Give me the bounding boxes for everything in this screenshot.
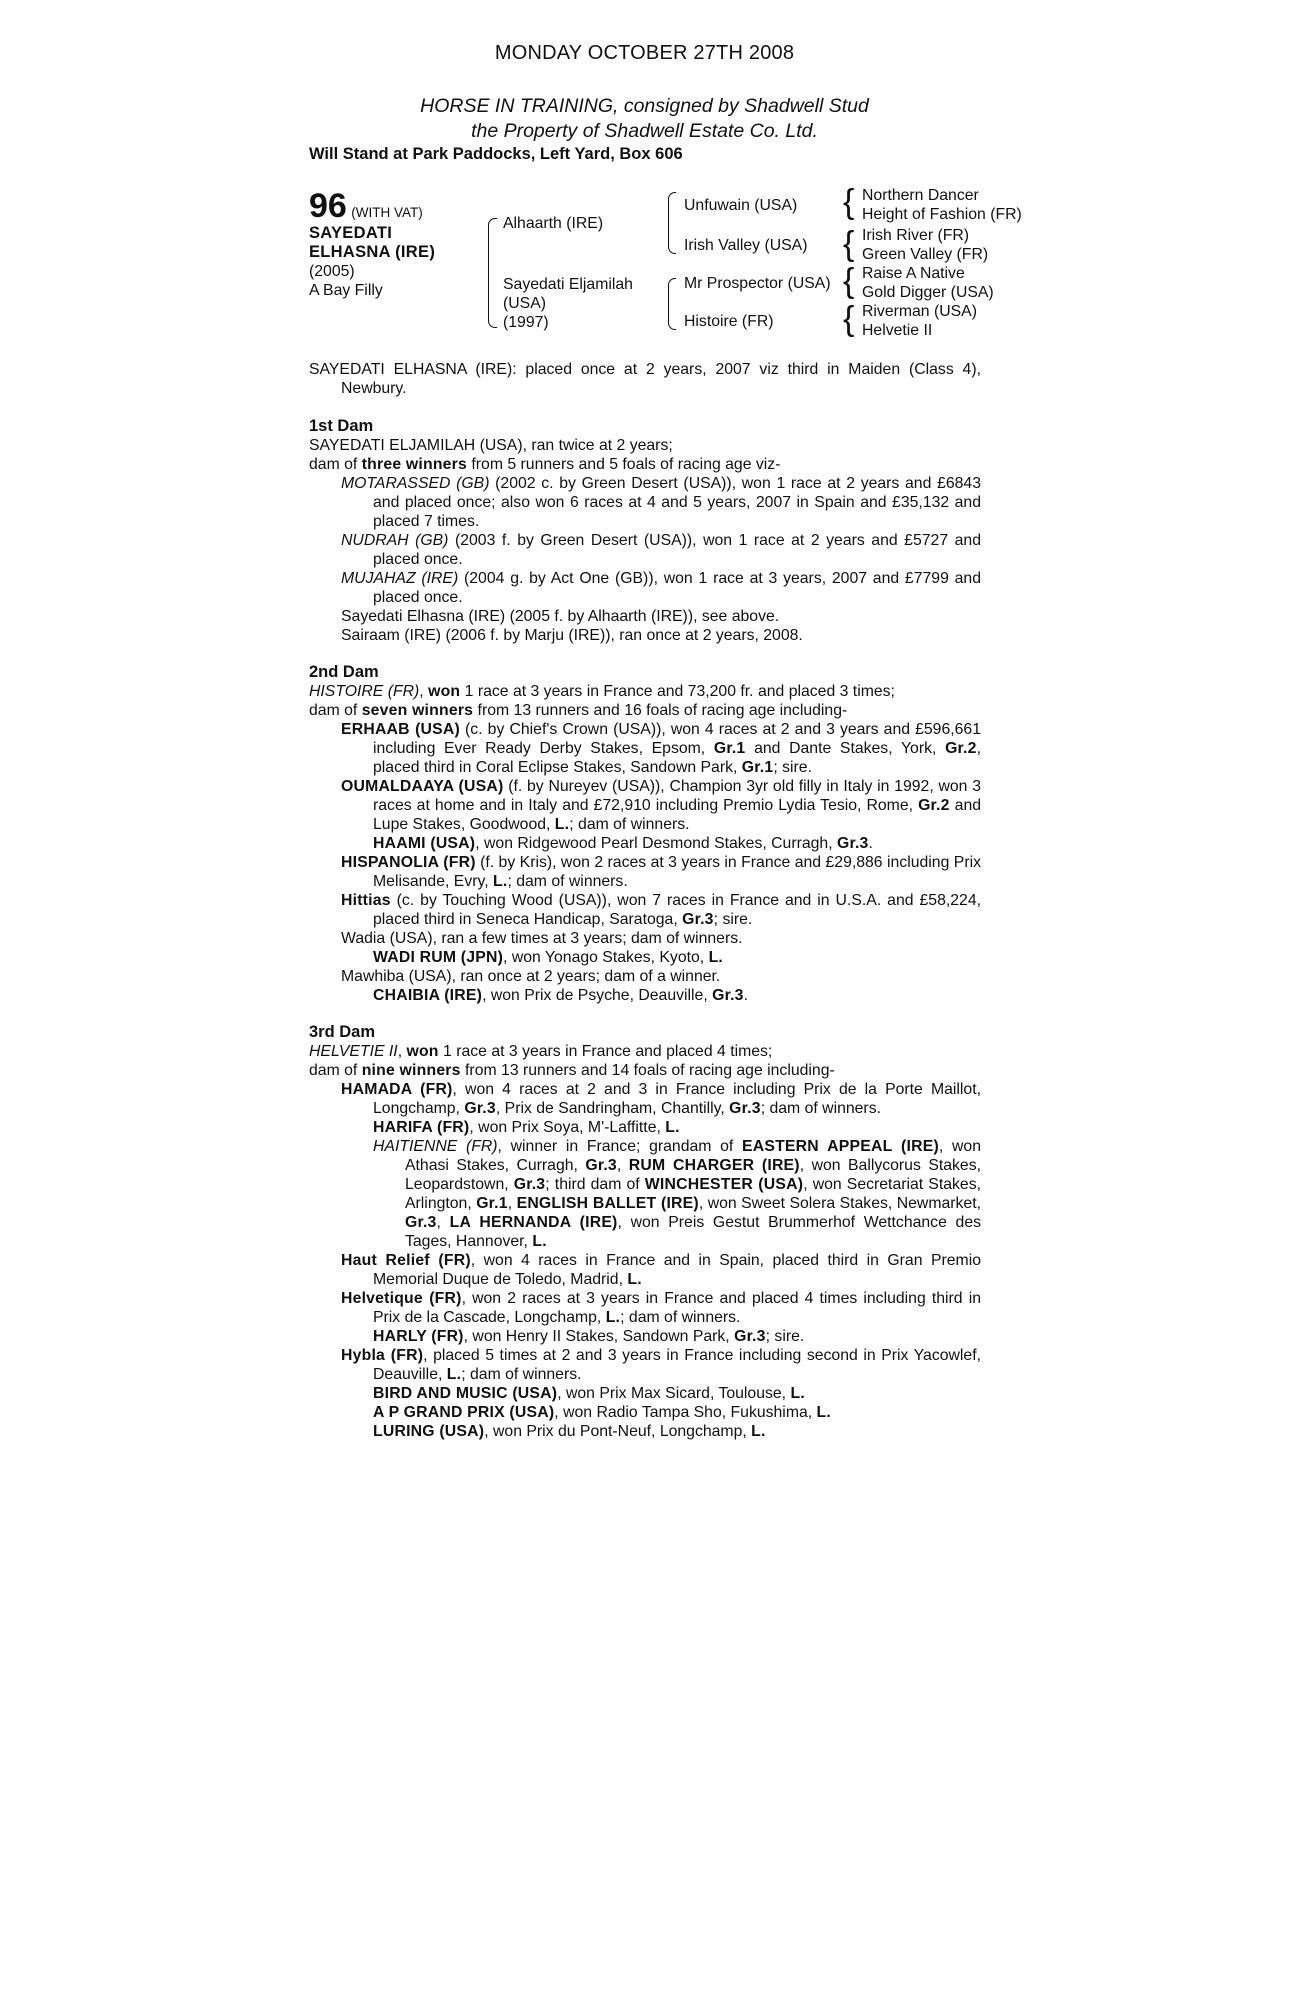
produce-entry: Helvetique (FR), won 2 races at 3 years in France and placed 4 times including third in Prix de la Cascade, Longchamp, L.; dam of winners.: [341, 1290, 981, 1326]
produce-entry: Sayedati Elhasna (IRE) (2005 f. by Alhaarth (IRE)), see above.: [341, 608, 780, 625]
produce-summary: dam of seven winners from 13 runners and 16 foals of racing age including-: [309, 702, 848, 719]
pedigree-dam-sire: Mr Prospector (USA): [684, 275, 831, 292]
produce-entry: Wadia (USA), ran a few times at 3 years; dam of winners.: [341, 930, 743, 947]
consignor-line: HORSE IN TRAINING, consigned by Shadwell Stud: [420, 95, 869, 117]
pedigree-ssd: Height of Fashion (FR): [862, 206, 1022, 223]
produce-entry: HARLY (FR), won Henry II Stakes, Sandown Park, Gr.3; sire.: [373, 1328, 805, 1345]
pedigree-brace: {: [843, 225, 855, 263]
pedigree-ddd: Helvetie II: [862, 322, 933, 339]
lot-block: [309, 188, 499, 300]
produce-entry: LURING (USA), won Prix du Pont-Neuf, Longchamp, L.: [373, 1423, 766, 1440]
pedigree-sire-dam: Irish Valley (USA): [684, 237, 808, 254]
pedigree-brace: [668, 278, 676, 330]
pedigree-brace: {: [843, 183, 855, 221]
produce-entry: HAITIENNE (FR), winner in France; grandam of EASTERN APPEAL (IRE), won Athasi Stakes, Curragh, Gr.3, RUM CHARGER (IRE), won Ballycorus Stakes, Leopardstown, Gr.3; third dam of WINCHESTER (USA), won Secretariat Stakes, Arlington, Gr.1, ENGLISH BALLET (IRE), won Sweet Solera Stakes, Newmarket, Gr.3, LA HERNANDA (IRE), won Preis Gestut Brummerhof Wettchance des Tages, Hannover, L.: [373, 1138, 982, 1250]
foaling-year: (2005): [309, 263, 355, 280]
vat-note: (WITH VAT): [351, 205, 423, 220]
produce-entry: HARIFA (FR), won Prix Soya, M'-Laffitte, L.: [373, 1119, 680, 1136]
produce-entry: WADI RUM (JPN), won Yonago Stakes, Kyoto, L.: [373, 949, 724, 966]
horse-description: A Bay Filly: [309, 282, 383, 299]
pedigree-brace: {: [843, 300, 855, 338]
pedigree-sds: Irish River (FR): [862, 227, 970, 244]
produce-summary: dam of nine winners from 13 runners and 14 foals of racing age including-: [309, 1062, 835, 1079]
racing-summary-text: SAYEDATI ELHASNA (IRE): placed once at 2 years, 2007 viz third in Maiden (Class 4), Newbury.: [309, 361, 981, 397]
produce-entry: HISPANOLIA (FR) (f. by Kris), won 2 races at 3 years in France and £29,886 including Prix Melisande, Evry, L.; dam of winners.: [341, 854, 981, 890]
pedigree-dss: Raise A Native: [862, 265, 965, 282]
produce-entry: NUDRAH (GB) (2003 f. by Green Desert (USA)), won 1 race at 2 years and £5727 and placed once.: [341, 532, 981, 568]
horse-name-line2: ELHASNA (IRE): [309, 243, 436, 261]
pedigree-dam-line2: (USA): [503, 295, 547, 312]
produce-entry: Mawhiba (USA), ran once at 2 years; dam of a winner.: [341, 968, 721, 985]
pedigree-sss: Northern Dancer: [862, 187, 979, 204]
racing-summary: [309, 360, 981, 398]
pedigree-dam-line1: Sayedati Eljamilah: [503, 276, 633, 293]
property-line: the Property of Shadwell Estate Co. Ltd.: [471, 120, 818, 142]
dam-line: HISTOIRE (FR), won 1 race at 3 years in France and 73,200 fr. and placed 3 times;: [309, 683, 895, 700]
produce-entry: Hybla (FR), placed 5 times at 2 and 3 years in France including second in Prix Yacowlef, Deauville, L.; dam of winners.: [341, 1347, 981, 1383]
pedigree-sire: Alhaarth (IRE): [503, 215, 604, 232]
horse-name-line1: SAYEDATI: [309, 224, 393, 242]
dam-line: HELVETIE II, won 1 race at 3 years in France and placed 4 times;: [309, 1043, 773, 1060]
pedigree-sdd: Green Valley (FR): [862, 246, 989, 263]
stand-location: Will Stand at Park Paddocks, Left Yard, Box 606: [309, 145, 683, 163]
dam-line: SAYEDATI ELJAMILAH (USA), ran twice at 2 years;: [309, 437, 673, 454]
produce-entry: A P GRAND PRIX (USA), won Radio Tampa Sho, Fukushima, L.: [373, 1404, 831, 1421]
pedigree-sire-sire: Unfuwain (USA): [684, 197, 798, 214]
produce-entry: MUJAHAZ (IRE) (2004 g. by Act One (GB)), won 1 race at 3 years, 2007 and £7799 and placed once.: [341, 570, 981, 606]
produce-summary: dam of three winners from 5 runners and 5 foals of racing age viz-: [309, 456, 781, 473]
second-dam-section: [309, 663, 981, 1005]
produce-entry: HAAMI (USA), won Ridgewood Pearl Desmond Stakes, Curragh, Gr.3.: [373, 835, 873, 852]
third-dam-section: [309, 1023, 981, 1441]
section-heading: 3rd Dam: [309, 1023, 376, 1041]
produce-entry: ERHAAB (USA) (c. by Chief's Crown (USA)), won 4 races at 2 and 3 years and £596,661 including Ever Ready Derby Stakes, Epsom, Gr.1 and Dante Stakes, York, Gr.2, placed third in Coral Eclipse Stakes, Sandown Park, Gr.1; sire.: [341, 721, 981, 776]
pedigree-dsd: Gold Digger (USA): [862, 284, 994, 301]
produce-entry: CHAIBIA (IRE), won Prix de Psyche, Deauville, Gr.3.: [373, 987, 749, 1004]
first-dam-section: [309, 417, 981, 645]
produce-entry: OUMALDAAYA (USA) (f. by Nureyev (USA)), Champion 3yr old filly in Italy in 1992, won 3 races at home and in Italy and £72,910 including Premio Lydia Tesio, Rome, Gr.2 and Lupe Stakes, Goodwood, L.; dam of winners.: [341, 778, 982, 833]
pedigree-brace: [668, 192, 676, 254]
section-heading: 2nd Dam: [309, 663, 379, 681]
lot-number: 96: [309, 187, 347, 225]
produce-entry: Sairaam (IRE) (2006 f. by Marju (IRE)), ran once at 2 years, 2008.: [341, 627, 803, 644]
produce-entry: BIRD AND MUSIC (USA), won Prix Max Sicard, Toulouse, L.: [373, 1385, 805, 1402]
pedigree-brace: {: [843, 262, 855, 300]
produce-entry: Haut Relief (FR), won 4 races in France and in Spain, placed third in Gran Premio Memorial Duque de Toledo, Madrid, L.: [341, 1252, 981, 1288]
pedigree-dam-line3: (1997): [503, 314, 549, 331]
pedigree-dds: Riverman (USA): [862, 303, 977, 320]
produce-entry: HAMADA (FR), won 4 races at 2 and 3 in France including Prix de la Porte Maillot, Longchamp, Gr.3, Prix de Sandringham, Chantilly, Gr.3; dam of winners.: [341, 1081, 982, 1117]
sale-date: MONDAY OCTOBER 27TH 2008: [494, 42, 795, 64]
produce-entry: Hittias (c. by Touching Wood (USA)), won 7 races in France and in U.S.A. and £58,224, placed third in Seneca Handicap, Saratoga, Gr.3; sire.: [341, 892, 981, 928]
pedigree-dam-dam: Histoire (FR): [684, 313, 774, 330]
section-heading: 1st Dam: [309, 417, 374, 435]
pedigree-brace: [488, 218, 497, 328]
produce-entry: MOTARASSED (GB) (2002 c. by Green Desert (USA)), won 1 race at 2 years and £6843 and placed once; also won 6 races at 4 and 5 years, 2007 in Spain and £35,132 and placed 7 times.: [341, 475, 981, 530]
